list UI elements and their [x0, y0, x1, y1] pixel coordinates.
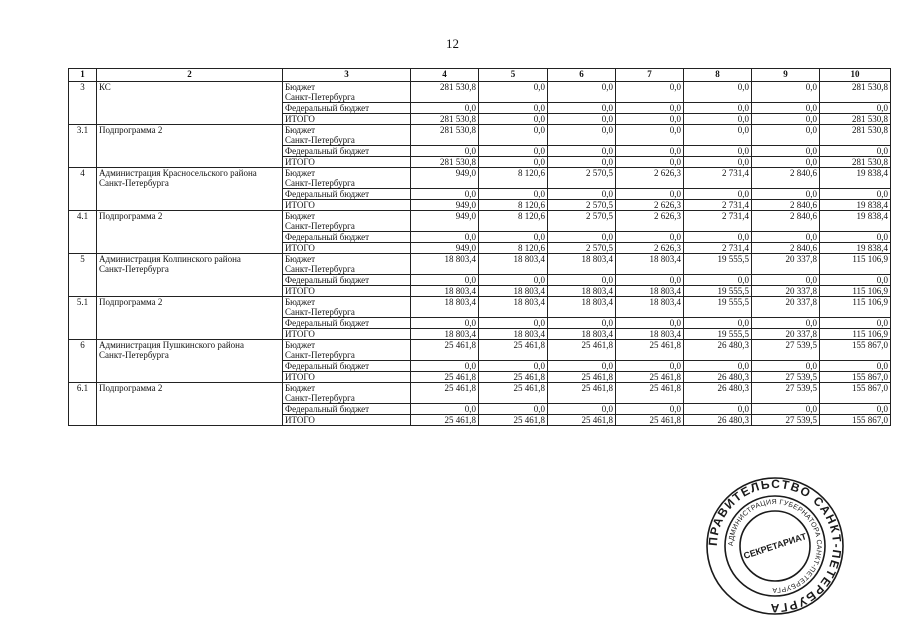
- value-cell: 0,0: [684, 361, 752, 372]
- value-cell: 0,0: [616, 114, 684, 125]
- value-cell: 2 731,4: [684, 200, 752, 211]
- fund-total: ИТОГО: [283, 243, 411, 254]
- value-cell: 2 570,5: [548, 168, 616, 189]
- value-cell: 0,0: [616, 404, 684, 415]
- value-cell: 281 530,8: [411, 114, 479, 125]
- fund-federal: Федеральный бюджет: [283, 103, 411, 114]
- value-cell: 949,0: [411, 243, 479, 254]
- value-cell: 0,0: [548, 361, 616, 372]
- value-cell: 18 803,4: [616, 254, 684, 275]
- cell-line: Подпрограмма 2: [99, 383, 163, 393]
- value-cell: 0,0: [479, 318, 548, 329]
- cell-line: Администрация Красносельского района: [99, 168, 257, 178]
- value-cell: 0,0: [752, 82, 820, 103]
- header-cell: 2: [97, 69, 283, 82]
- value-cell: 26 480,3: [684, 383, 752, 404]
- value-cell: 0,0: [820, 232, 891, 243]
- value-cell: 19 555,5: [684, 286, 752, 297]
- cell-line: Санкт-Петербурга: [285, 307, 355, 317]
- fund-budget: [283, 168, 411, 189]
- value-cell: 2 731,4: [684, 211, 752, 232]
- value-cell: 8 120,6: [479, 243, 548, 254]
- value-cell: 155 867,0: [820, 372, 891, 383]
- value-cell: 281 530,8: [820, 125, 891, 146]
- official-stamp: [705, 476, 845, 616]
- value-cell: 0,0: [548, 318, 616, 329]
- value-cell: 25 461,8: [411, 340, 479, 361]
- stamp-center-text: СЕКРЕТАРИАТ: [742, 531, 808, 561]
- value-cell: 27 539,5: [752, 415, 820, 426]
- value-cell: 0,0: [752, 275, 820, 286]
- value-cell: 0,0: [479, 82, 548, 103]
- value-cell: 25 461,8: [616, 383, 684, 404]
- value-cell: 25 461,8: [479, 372, 548, 383]
- row-number: 5.1: [69, 297, 97, 340]
- value-cell: 0,0: [616, 189, 684, 200]
- row-name: [97, 168, 283, 211]
- value-cell: 0,0: [752, 189, 820, 200]
- value-cell: 18 803,4: [548, 286, 616, 297]
- value-cell: 0,0: [752, 146, 820, 157]
- value-cell: 2 840,6: [752, 211, 820, 232]
- value-cell: 0,0: [752, 404, 820, 415]
- cell-line: КС: [99, 82, 111, 92]
- table-row: [69, 125, 891, 146]
- value-cell: 2 570,5: [548, 211, 616, 232]
- value-cell: 0,0: [820, 404, 891, 415]
- value-cell: 0,0: [820, 103, 891, 114]
- value-cell: 19 838,4: [820, 168, 891, 189]
- value-cell: 2 840,6: [752, 200, 820, 211]
- value-cell: 0,0: [820, 189, 891, 200]
- value-cell: 281 530,8: [411, 125, 479, 146]
- fund-federal: Федеральный бюджет: [283, 275, 411, 286]
- value-cell: 0,0: [411, 232, 479, 243]
- value-cell: 0,0: [752, 318, 820, 329]
- value-cell: 18 803,4: [479, 254, 548, 275]
- value-cell: 18 803,4: [411, 329, 479, 340]
- value-cell: 19 838,4: [820, 243, 891, 254]
- value-cell: 0,0: [548, 82, 616, 103]
- value-cell: 0,0: [616, 103, 684, 114]
- cell-line: Подпрограмма 2: [99, 211, 163, 221]
- value-cell: 0,0: [411, 103, 479, 114]
- value-cell: 0,0: [479, 404, 548, 415]
- value-cell: 281 530,8: [820, 114, 891, 125]
- header-cell: 10: [820, 69, 891, 82]
- page-number: 12: [446, 36, 459, 51]
- value-cell: 949,0: [411, 168, 479, 189]
- row-number: 6.1: [69, 383, 97, 426]
- value-cell: 18 803,4: [479, 329, 548, 340]
- value-cell: 27 539,5: [752, 372, 820, 383]
- value-cell: 0,0: [548, 157, 616, 168]
- row-number: 4: [69, 168, 97, 211]
- value-cell: 27 539,5: [752, 340, 820, 361]
- value-cell: 281 530,8: [820, 157, 891, 168]
- value-cell: 0,0: [479, 114, 548, 125]
- header-cell: 1: [69, 69, 97, 82]
- value-cell: 18 803,4: [616, 297, 684, 318]
- table-body: [69, 82, 891, 426]
- fund-budget: [283, 340, 411, 361]
- value-cell: 18 803,4: [411, 297, 479, 318]
- value-cell: 0,0: [684, 103, 752, 114]
- value-cell: 19 555,5: [684, 329, 752, 340]
- cell-line: Санкт-Петербурга: [99, 264, 169, 274]
- value-cell: 25 461,8: [616, 372, 684, 383]
- header-cell: 8: [684, 69, 752, 82]
- fund-total: ИТОГО: [283, 372, 411, 383]
- header-cell: 3: [283, 69, 411, 82]
- cell-line: Санкт-Петербурга: [285, 178, 355, 188]
- value-cell: 0,0: [479, 125, 548, 146]
- value-cell: 0,0: [411, 318, 479, 329]
- row-name: [97, 383, 283, 426]
- cell-line: Санкт-Петербурга: [285, 221, 355, 231]
- value-cell: 25 461,8: [616, 415, 684, 426]
- value-cell: 2 626,3: [616, 168, 684, 189]
- value-cell: 0,0: [616, 146, 684, 157]
- value-cell: 0,0: [479, 232, 548, 243]
- row-name: [97, 340, 283, 383]
- value-cell: 18 803,4: [411, 254, 479, 275]
- cell-line: Бюджет: [285, 254, 316, 264]
- fund-federal: Федеральный бюджет: [283, 189, 411, 200]
- value-cell: 0,0: [684, 114, 752, 125]
- value-cell: 19 555,5: [684, 254, 752, 275]
- value-cell: 0,0: [479, 275, 548, 286]
- row-name: [97, 82, 283, 125]
- value-cell: 2 731,4: [684, 168, 752, 189]
- fund-budget: [283, 82, 411, 103]
- header-cell: 4: [411, 69, 479, 82]
- value-cell: 20 337,8: [752, 254, 820, 275]
- header-cell: 5: [479, 69, 548, 82]
- value-cell: 20 337,8: [752, 329, 820, 340]
- value-cell: 8 120,6: [479, 168, 548, 189]
- value-cell: 19 838,4: [820, 211, 891, 232]
- value-cell: 2 731,4: [684, 243, 752, 254]
- value-cell: 0,0: [479, 146, 548, 157]
- value-cell: 8 120,6: [479, 211, 548, 232]
- value-cell: 26 480,3: [684, 415, 752, 426]
- fund-total: ИТОГО: [283, 286, 411, 297]
- value-cell: 0,0: [684, 82, 752, 103]
- value-cell: 0,0: [616, 232, 684, 243]
- header-cell: 6: [548, 69, 616, 82]
- value-cell: 0,0: [820, 275, 891, 286]
- table-row: [69, 168, 891, 189]
- cell-line: Администрация Пушкинского района: [99, 340, 244, 350]
- value-cell: 25 461,8: [548, 340, 616, 361]
- value-cell: 0,0: [684, 157, 752, 168]
- table-row: [69, 383, 891, 404]
- value-cell: 2 570,5: [548, 243, 616, 254]
- fund-total: ИТОГО: [283, 157, 411, 168]
- cell-line: Санкт-Петербурга: [285, 135, 355, 145]
- value-cell: 26 480,3: [684, 372, 752, 383]
- stamp-inner-text: АДМИНИСТРАЦИЯ ГУБЕРНАТОРА САНКТ-ПЕТЕРБУРГА: [727, 498, 823, 594]
- value-cell: 18 803,4: [479, 286, 548, 297]
- value-cell: 25 461,8: [548, 372, 616, 383]
- cell-line: Санкт-Петербурга: [285, 393, 355, 403]
- value-cell: 155 867,0: [820, 340, 891, 361]
- value-cell: 0,0: [548, 275, 616, 286]
- value-cell: 18 803,4: [616, 286, 684, 297]
- cell-line: Санкт-Петербурга: [285, 92, 355, 102]
- fund-total: ИТОГО: [283, 329, 411, 340]
- value-cell: 0,0: [548, 114, 616, 125]
- cell-line: Подпрограмма 2: [99, 297, 163, 307]
- value-cell: 0,0: [479, 157, 548, 168]
- row-name: [97, 125, 283, 168]
- value-cell: 281 530,8: [411, 157, 479, 168]
- row-number: 4.1: [69, 211, 97, 254]
- value-cell: 25 461,8: [479, 383, 548, 404]
- header-cell: 9: [752, 69, 820, 82]
- cell-line: Администрация Колпинского района: [99, 254, 241, 264]
- value-cell: 281 530,8: [820, 82, 891, 103]
- table-row: [69, 254, 891, 275]
- fund-federal: Федеральный бюджет: [283, 232, 411, 243]
- table-row: [69, 297, 891, 318]
- value-cell: 0,0: [548, 103, 616, 114]
- value-cell: 0,0: [684, 189, 752, 200]
- cell-line: Бюджет: [285, 125, 316, 135]
- value-cell: 0,0: [411, 275, 479, 286]
- table-row: [69, 340, 891, 361]
- value-cell: 0,0: [684, 404, 752, 415]
- value-cell: 0,0: [684, 275, 752, 286]
- row-name: [97, 254, 283, 297]
- value-cell: 25 461,8: [411, 383, 479, 404]
- value-cell: 0,0: [752, 157, 820, 168]
- value-cell: 115 106,9: [820, 286, 891, 297]
- cell-line: Бюджет: [285, 340, 316, 350]
- header-cell: 7: [616, 69, 684, 82]
- value-cell: 0,0: [548, 125, 616, 146]
- cell-line: Бюджет: [285, 168, 316, 178]
- fund-budget: [283, 383, 411, 404]
- fund-total: ИТОГО: [283, 114, 411, 125]
- value-cell: 18 803,4: [548, 297, 616, 318]
- fund-budget: [283, 297, 411, 318]
- value-cell: 18 803,4: [616, 329, 684, 340]
- value-cell: 949,0: [411, 200, 479, 211]
- fund-federal: Федеральный бюджет: [283, 361, 411, 372]
- value-cell: 0,0: [411, 404, 479, 415]
- value-cell: 115 106,9: [820, 254, 891, 275]
- value-cell: 0,0: [411, 189, 479, 200]
- value-cell: 949,0: [411, 211, 479, 232]
- value-cell: 18 803,4: [479, 297, 548, 318]
- value-cell: 2 840,6: [752, 168, 820, 189]
- value-cell: 20 337,8: [752, 297, 820, 318]
- value-cell: 0,0: [684, 318, 752, 329]
- cell-line: Санкт-Петербурга: [285, 264, 355, 274]
- value-cell: 18 803,4: [548, 329, 616, 340]
- row-number: 3: [69, 82, 97, 125]
- value-cell: 0,0: [820, 146, 891, 157]
- fund-federal: Федеральный бюджет: [283, 404, 411, 415]
- value-cell: 2 570,5: [548, 200, 616, 211]
- value-cell: 20 337,8: [752, 286, 820, 297]
- value-cell: 281 530,8: [411, 82, 479, 103]
- value-cell: 25 461,8: [411, 415, 479, 426]
- value-cell: 0,0: [684, 146, 752, 157]
- table-row: [69, 211, 891, 232]
- value-cell: 19 555,5: [684, 297, 752, 318]
- value-cell: 115 106,9: [820, 297, 891, 318]
- fund-federal: Федеральный бюджет: [283, 146, 411, 157]
- header-row: [69, 69, 891, 82]
- value-cell: 0,0: [616, 125, 684, 146]
- value-cell: 0,0: [752, 232, 820, 243]
- value-cell: 2 626,3: [616, 211, 684, 232]
- cell-line: Санкт-Петербурга: [285, 350, 355, 360]
- value-cell: 0,0: [479, 103, 548, 114]
- value-cell: 0,0: [616, 157, 684, 168]
- value-cell: 8 120,6: [479, 200, 548, 211]
- value-cell: 0,0: [411, 361, 479, 372]
- value-cell: 0,0: [752, 125, 820, 146]
- row-number: 3.1: [69, 125, 97, 168]
- value-cell: 0,0: [616, 82, 684, 103]
- value-cell: 0,0: [752, 114, 820, 125]
- value-cell: 155 867,0: [820, 415, 891, 426]
- cell-line: Бюджет: [285, 383, 316, 393]
- value-cell: 0,0: [820, 361, 891, 372]
- table-row: [69, 82, 891, 103]
- fund-budget: [283, 125, 411, 146]
- cell-line: Подпрограмма 2: [99, 125, 163, 135]
- cell-line: Санкт-Петербурга: [99, 350, 169, 360]
- value-cell: 0,0: [616, 361, 684, 372]
- value-cell: 18 803,4: [411, 286, 479, 297]
- value-cell: 25 461,8: [411, 372, 479, 383]
- value-cell: 2 626,3: [616, 200, 684, 211]
- value-cell: 0,0: [820, 318, 891, 329]
- value-cell: 0,0: [548, 232, 616, 243]
- value-cell: 0,0: [479, 361, 548, 372]
- cell-line: Бюджет: [285, 297, 316, 307]
- value-cell: 0,0: [684, 232, 752, 243]
- value-cell: 25 461,8: [479, 415, 548, 426]
- value-cell: 0,0: [548, 404, 616, 415]
- budget-table: [68, 68, 891, 426]
- fund-budget: [283, 211, 411, 232]
- cell-line: Бюджет: [285, 211, 316, 221]
- value-cell: 0,0: [684, 125, 752, 146]
- row-number: 6: [69, 340, 97, 383]
- value-cell: 2 626,3: [616, 243, 684, 254]
- row-name: [97, 297, 283, 340]
- value-cell: 115 106,9: [820, 329, 891, 340]
- value-cell: 0,0: [411, 146, 479, 157]
- value-cell: 0,0: [548, 146, 616, 157]
- value-cell: 0,0: [616, 318, 684, 329]
- value-cell: 0,0: [752, 103, 820, 114]
- value-cell: 0,0: [616, 275, 684, 286]
- value-cell: 25 461,8: [616, 340, 684, 361]
- fund-budget: [283, 254, 411, 275]
- value-cell: 25 461,8: [548, 383, 616, 404]
- cell-line: Бюджет: [285, 82, 316, 92]
- value-cell: 2 840,6: [752, 243, 820, 254]
- value-cell: 27 539,5: [752, 383, 820, 404]
- value-cell: 25 461,8: [479, 340, 548, 361]
- fund-total: ИТОГО: [283, 200, 411, 211]
- value-cell: 19 838,4: [820, 200, 891, 211]
- cell-line: Санкт-Петербурга: [99, 178, 169, 188]
- value-cell: 18 803,4: [548, 254, 616, 275]
- value-cell: 26 480,3: [684, 340, 752, 361]
- row-number: 5: [69, 254, 97, 297]
- stamp-outer-text: ПРАВИТЕЛЬСТВО САНКТ-ПЕТЕРБУРГА: [705, 476, 845, 616]
- value-cell: 0,0: [752, 361, 820, 372]
- row-name: [97, 211, 283, 254]
- value-cell: 155 867,0: [820, 383, 891, 404]
- fund-total: ИТОГО: [283, 415, 411, 426]
- value-cell: 25 461,8: [548, 415, 616, 426]
- value-cell: 0,0: [548, 189, 616, 200]
- value-cell: 0,0: [479, 189, 548, 200]
- fund-federal: Федеральный бюджет: [283, 318, 411, 329]
